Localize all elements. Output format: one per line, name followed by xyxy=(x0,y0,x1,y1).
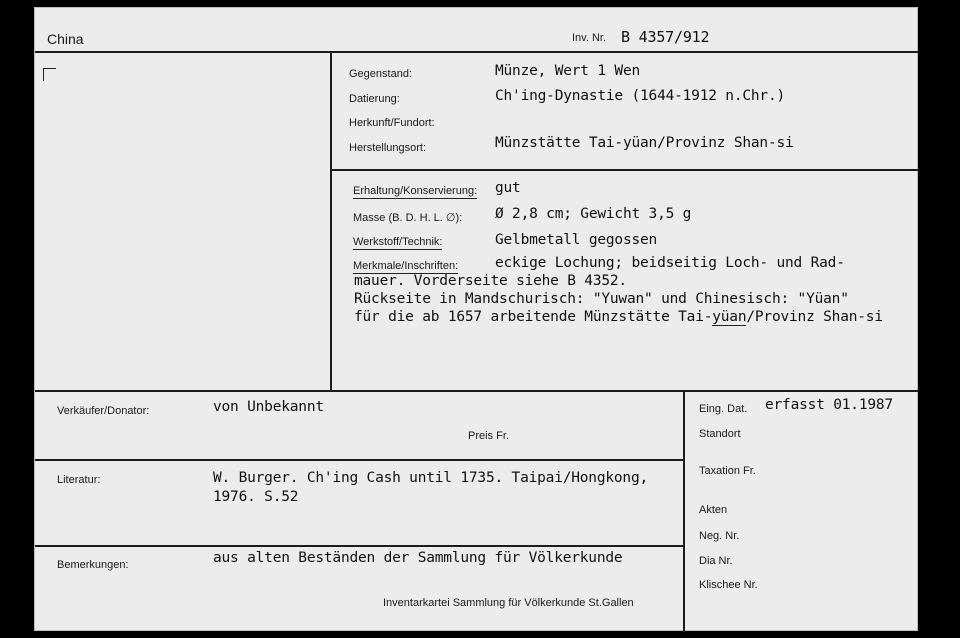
literatur-label: Literatur: xyxy=(57,474,101,486)
divider-main-lower xyxy=(35,390,919,392)
merkmale-line-4-underlined: yüan xyxy=(712,309,747,325)
neg-nr-label: Neg. Nr. xyxy=(699,530,740,542)
akten-label: Akten xyxy=(699,504,728,516)
herstellungsort-label: Herstellungsort: xyxy=(349,142,427,154)
erhaltung-label xyxy=(353,185,477,197)
eing-dat-value: erfasst 01.1987 xyxy=(765,397,893,413)
inv-nr-label: Inv. Nr. xyxy=(572,32,607,44)
merkmale-line-3: Rückseite in Mandschurisch: "Yuwan" und Chinesisch: "Yüan" xyxy=(354,291,849,307)
gegenstand-value: Münze, Wert 1 Wen xyxy=(495,63,641,79)
merkmale-line-4-part-1: für die ab 1657 arbeitende Münzstätte Tai- xyxy=(354,309,713,325)
region-label: China xyxy=(47,31,84,47)
werkstoff-label-text: Werkstoff/Technik: xyxy=(353,236,443,248)
werkstoff-value: Gelbmetall gegossen xyxy=(495,232,658,248)
divider-object-details xyxy=(330,169,919,171)
inv-nr-value: B 4357/912 xyxy=(621,28,710,46)
literatur-line-1: W. Burger. Ch'ing Cash until 1735. Taipai/Hongkong, xyxy=(213,470,649,486)
bemerkungen-label: Bemerkungen: xyxy=(57,559,129,571)
merkmale-label xyxy=(353,260,458,272)
merkmale-line-4 xyxy=(354,309,883,325)
eing-dat-label: Eing. Dat. xyxy=(699,403,748,415)
seller-value: von Unbekannt xyxy=(213,399,324,415)
herkunft-label: Herkunft/Fundort: xyxy=(349,117,435,129)
werkstoff-label xyxy=(353,236,442,248)
erhaltung-value: gut xyxy=(495,180,521,196)
preis-label: Preis Fr. xyxy=(468,430,509,442)
datierung-label: Datierung: xyxy=(349,93,400,105)
merkmale-line-2: mauer. Vorderseite siehe B 4352. xyxy=(354,273,627,289)
taxation-label: Taxation Fr. xyxy=(699,465,756,477)
gegenstand-label: Gegenstand: xyxy=(349,68,412,80)
divider-photo-area xyxy=(330,51,332,392)
masse-value: Ø 2,8 cm; Gewicht 3,5 g xyxy=(495,206,692,222)
inventory-card xyxy=(34,7,918,631)
erhaltung-label-text: Erhaltung/Konservierung: xyxy=(353,185,478,197)
datierung-value: Ch'ing-Dynastie (1644-1912 n.Chr.) xyxy=(495,88,786,104)
merkmale-line-4-part-3: /Provinz Shan-si xyxy=(746,309,883,325)
dia-nr-label: Dia Nr. xyxy=(699,555,733,567)
institution-footer: Inventarkartei Sammlung für Völkerkunde St.Gallen xyxy=(383,597,634,609)
divider-header xyxy=(35,51,919,53)
bemerkungen-value: aus alten Beständen der Sammlung für Völkerkunde xyxy=(213,550,623,566)
masse-label: Masse (B. D. H. L. ∅): xyxy=(353,212,463,224)
divider-literatur-bemerkungen xyxy=(35,545,684,547)
merkmale-label-text: Merkmale/Inschriften: xyxy=(353,260,459,272)
divider-seller-literatur xyxy=(35,459,684,461)
divider-admin-column xyxy=(683,390,685,632)
herstellungsort-value: Münzstätte Tai-yüan/Provinz Shan-si xyxy=(495,135,794,151)
merkmale-line-1: eckige Lochung; beidseitig Loch- und Rad- xyxy=(495,255,845,271)
klischee-nr-label: Klischee Nr. xyxy=(699,579,758,591)
seller-label: Verkäufer/Donator: xyxy=(57,405,150,417)
corner-mark xyxy=(43,68,56,81)
literatur-line-2: 1976. S.52 xyxy=(213,489,299,505)
standort-label: Standort xyxy=(699,428,741,440)
